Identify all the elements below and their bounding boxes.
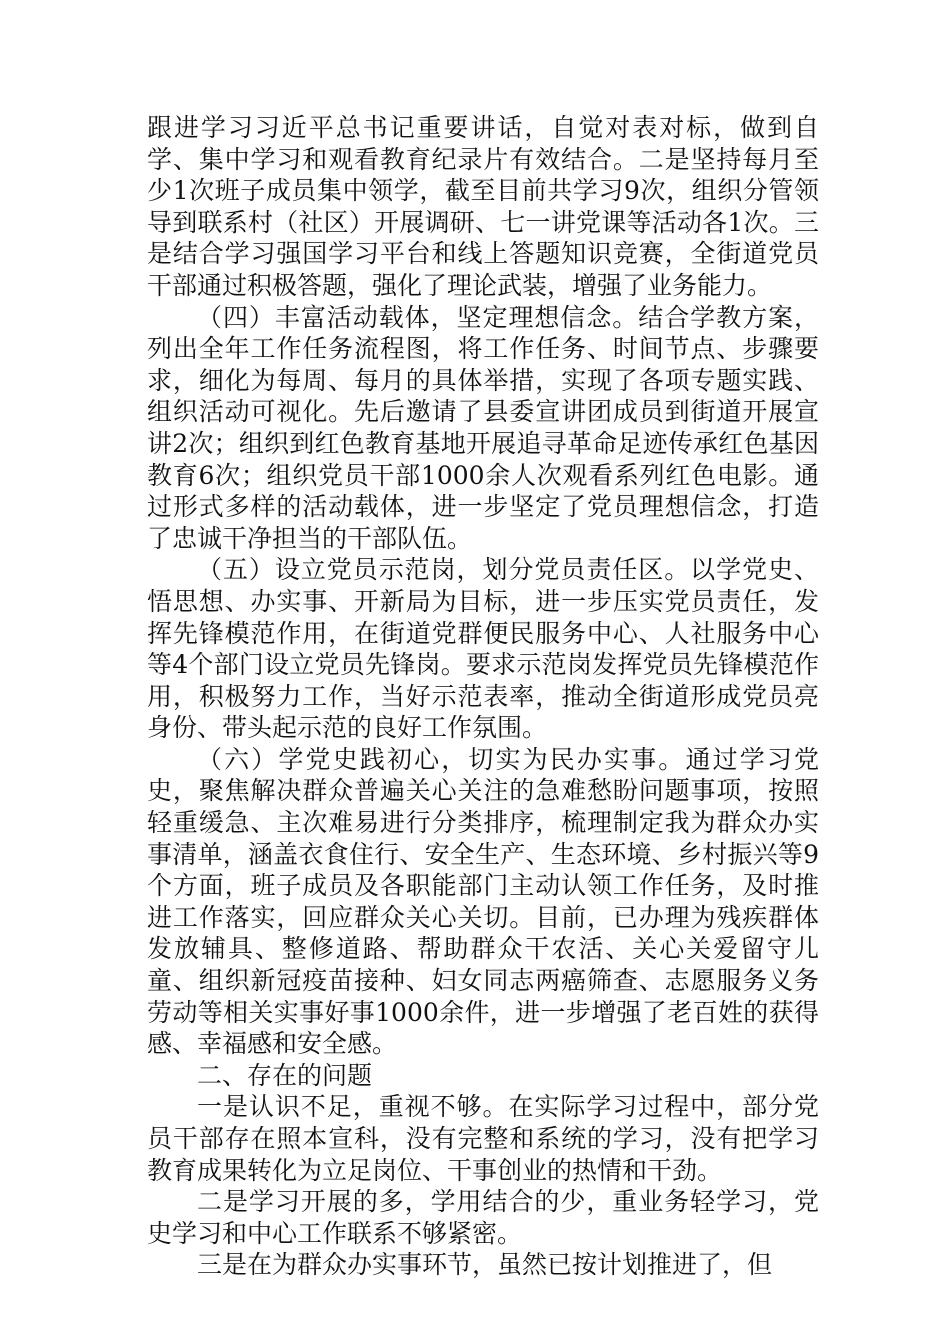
- paragraph-problem-2: 二是学习开展的多，学用结合的少，重业务轻学习，党史学习和中心工作联系不够紧密。: [147, 1187, 819, 1248]
- paragraph-continued: 跟进学习习近平总书记重要讲话，自觉对表对标，做到自学、集中学习和观看教育纪录片有效结合。二是坚持每月至少1次班子成员集中领学，截至目前共学习9次，组织分管领导到联系村（社区）开展调研、七一讲党课等活动各1次。三是结合学习强国学习平台和线上答题知识竞赛，全街道党员干部通过积极答题，强化了理论武装，增强了业务能力。: [147, 113, 819, 300]
- paragraph-section-6: （六）学党史践初心，切实为民办实事。通过学习党史，聚焦解决群众普遍关心关注的急难愁盼问题事项，按照轻重缓急、主次难易进行分类排序，梳理制定我为群众办实事清单，涵盖衣食住行、安全生产、生态环境、乡村振兴等9个方面，班子成员及各职能部门主动认领工作任务，及时推进工作落实，回应群众关心关切。目前，已办理为残疾群体发放辅具、整修道路、帮助群众干农活、关心关爱留守儿童、组织新冠疫苗接种、妇女同志两癌筛查、志愿服务义务劳动等相关实事好事1000余件，进一步增强了老百姓的获得感、幸福感和安全感。: [147, 744, 819, 1059]
- paragraph-section-5: （五）设立党员示范岗，划分党员责任区。以学党史、悟思想、办实事、开新局为目标，进一步压实党员责任，发挥先锋模范作用，在街道党群便民服务中心、人社服务中心等4个部门设立党员先锋岗。要求示范岗发挥党员先锋模范作用，积极努力工作，当好示范表率，推动全街道形成党员亮身份、带头起示范的良好工作氛围。: [147, 555, 819, 743]
- paragraph-problem-1: 一是认识不足，重视不够。在实际学习过程中，部分党员干部存在照本宣科，没有完整和系统的学习，没有把学习教育成果转化为立足岗位、干事创业的热情和干劲。: [147, 1092, 819, 1185]
- section-heading-problems: 二、存在的问题: [197, 1060, 373, 1090]
- document-page: [147, 112, 819, 1281]
- paragraph-problem-3: 三是在为群众办实事环节，虽然已按计划推进了，但: [197, 1250, 773, 1280]
- paragraph-section-4: （四）丰富活动载体，坚定理想信念。结合学教方案，列出全年工作任务流程图，将工作任务、时间节点、步骤要求，细化为每周、每月的具体举措，实现了各项专题实践、组织活动可视化。先后邀请了县委宣讲团成员到街道开展宣讲2次；组织到红色教育基地开展追寻革命足迹传承红色基因教育6次；组织党员干部1000余人次观看系列红色电影。通过形式多样的活动载体，进一步坚定了党员理想信念，打造了忠诚干净担当的干部队伍。: [147, 302, 819, 553]
